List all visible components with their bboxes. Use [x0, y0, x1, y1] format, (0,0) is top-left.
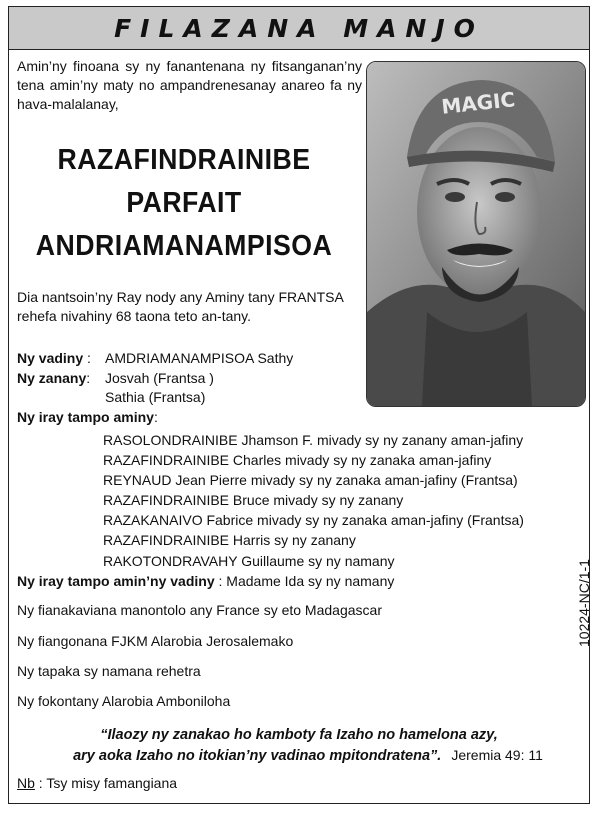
parents-row: [17, 349, 91, 368]
sibling-4: RAZAFINDRAINIBE Bruce mivady sy ny zanany: [103, 492, 404, 508]
nb-label: Nb: [17, 775, 35, 791]
children-label: Ny zanany: [17, 370, 87, 386]
siblings-colon: :: [153, 409, 158, 425]
name-line-1: RAZAFINDRAINIBE: [57, 144, 311, 176]
extra-line-4: Ny fokontany Alarobia Amboniloha: [17, 693, 231, 709]
extra-line-2: Ny fiangonana FJKM Alarobia Jerosalemako: [17, 633, 294, 649]
spouse-siblings-label: Ny iray tampo amin’ny vadiny: [17, 573, 215, 589]
intro-text: Amin’ny finoana sy ny fanantenana ny fitsanganan’ny tena amin’ny maty no ampandrenesanay anareo fa ny hava-malalanay,: [17, 58, 362, 112]
obituary-frame: [8, 6, 590, 804]
children-colon: :: [86, 370, 91, 386]
spouse-siblings-row: [17, 572, 394, 591]
banner: [9, 7, 589, 50]
sibling-3: REYNAUD Jean Pierre mivady sy ny zanaka aman-jafiny (Frantsa): [103, 472, 518, 488]
extra-line-3: Ny tapaka sy namana rehetra: [17, 663, 201, 679]
quote-reference: Jeremia 49: 11: [451, 747, 543, 763]
siblings-label: Ny iray tampo aminy: [17, 409, 154, 425]
quote-line-2-row: [9, 747, 589, 764]
footer-note: [17, 774, 177, 793]
spouse-siblings-value: : Madame Ida sy ny namany: [218, 573, 395, 589]
sibling-5: RAZAKANAIVO Fabrice mivady sy ny zanaka aman-jafiny (Frantsa): [103, 512, 524, 528]
death-notice: Dia nantsoin’ny Ray nody any Aminy tany FRANTSA rehefa nivahiny 68 taona teto an-tany.: [17, 289, 344, 324]
sibling-6: RAZAFINDRAINIBE Harris sy ny zanany: [103, 532, 356, 548]
portrait-photo-icon: [366, 61, 586, 407]
svg-text:MAGIC: MAGIC: [440, 87, 517, 119]
quote-line-2: ary aoka Izaho no itokian’ny vadinao mpitondratena”.: [73, 748, 442, 764]
nb-text: : Tsy misy famangiana: [34, 775, 178, 791]
child-1: Josvah (Frantsa ): [105, 370, 214, 386]
extra-line-1: Ny fianakaviana manontolo any France sy eto Madagascar: [17, 602, 382, 618]
sibling-7: RAKOTONDRAVAHY Guillaume sy ny namany: [103, 553, 395, 569]
reference-code: 10224-NC/1-1: [576, 559, 592, 647]
quote-line-1: “Ilaozy ny zanakao ho kamboty fa Izaho no hamelona azy,: [100, 727, 498, 743]
sibling-1: RASOLONDRAINIBE Jhamson F. mivady sy ny zanany aman-jafiny: [103, 432, 524, 448]
banner-title: FILAZANA MANJO: [114, 13, 484, 43]
parents-colon: :: [83, 350, 91, 366]
sibling-2: RAZAFINDRAINIBE Charles mivady sy ny zanaka aman-jafiny: [103, 452, 492, 468]
children-row: [17, 369, 90, 388]
parents-value: AMDRIAMANAMPISOA Sathy: [105, 350, 294, 366]
name-line-3: ANDRIAMANAMPISOA: [35, 230, 333, 262]
parents-label: Ny vadiny: [17, 350, 84, 366]
siblings-row: [17, 408, 158, 427]
name-line-2: PARFAIT: [126, 187, 242, 219]
child-2: Sathia (Frantsa): [105, 389, 206, 405]
